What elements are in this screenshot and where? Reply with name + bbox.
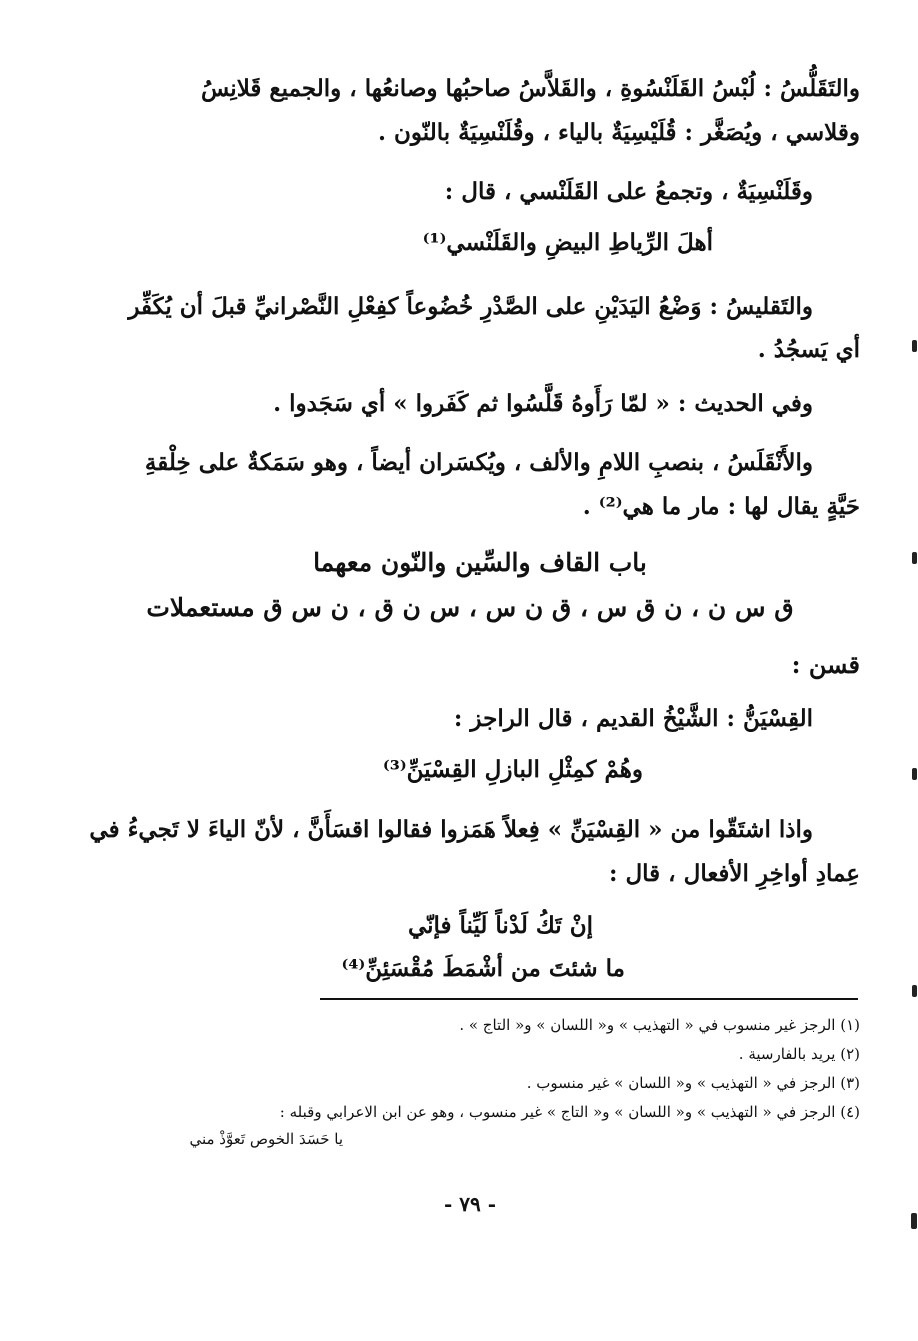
footnote: (٣) الرجز في « التهذيب » و« اللسان » غير منسوب . bbox=[526, 1074, 860, 1092]
scan-mark bbox=[912, 340, 917, 352]
scan-mark bbox=[912, 552, 917, 564]
root-heading: قسن : bbox=[791, 650, 860, 679]
verse-line: ما شئتَ من أشْمَطَ مُقْسَئِنِّ⁽⁴⁾ bbox=[341, 955, 625, 982]
paragraph-line: والأَنْقَلَسُ ، بنصبِ اللامِ والألف ، ويُكسَران أيضاً ، وهو سَمَكةٌ على خِلْقةِ bbox=[144, 449, 813, 476]
paragraph-line: حَيَّةٍ يقال لها : مار ما هي⁽²⁾ . bbox=[582, 493, 860, 520]
scan-mark bbox=[911, 1213, 917, 1229]
scan-mark bbox=[912, 768, 917, 780]
chapter-title: باب القاف والسِّين والنّون معهما bbox=[313, 548, 647, 577]
footnote: (٢) يريد بالفارسية . bbox=[738, 1045, 860, 1063]
verse-line: إنْ تَكُ لَدْناً لَيِّناً فإنّي bbox=[407, 912, 593, 939]
paragraph-line: أي يَسجُدُ . bbox=[757, 336, 860, 363]
footnote-divider bbox=[320, 998, 858, 1000]
page-number: - ٧٩ - bbox=[443, 1192, 496, 1216]
footnote: (٤) الرجز في « التهذيب » و« اللسان » و« التاج » غير منسوب ، وهو عن ابن الاعرابي وقبله : bbox=[279, 1103, 860, 1121]
paragraph-line: وقَلَنْسِيَةٌ ، وتجمعُ على القَلَنْسي ، قال : bbox=[444, 178, 813, 205]
paragraph-line: عِمادِ أواخِرِ الأفعال ، قال : bbox=[608, 860, 860, 887]
chapter-subtitle: ق س ن ، ن ق س ، ق ن س ، س ن ق ، ن س ق مستعملات bbox=[146, 593, 794, 622]
verse-line: أهلَ الرِّياطِ البيضِ والقَلَنْسي⁽¹⁾ bbox=[422, 229, 713, 256]
scan-mark bbox=[912, 985, 917, 997]
paragraph-line: وفي الحديث : « لمّا رَأَوهُ قَلَّسُوا ثم كَفَروا » أي سَجَدوا . bbox=[273, 390, 813, 417]
footnote-verse: يا حَسَدَ الخوص تَعوَّذْ مني bbox=[189, 1130, 343, 1148]
paragraph-line: والتَقَلُّسُ : لُبْسُ القَلَنْسُوةِ ، والقَلاَّسُ صاحبُها وصانعُها ، والجميع قَلانِسُ bbox=[200, 75, 860, 102]
verse-line: وهُمْ كمِثْلِ البازلِ القِسْيَنِّ⁽³⁾ bbox=[382, 756, 643, 783]
paragraph-line: القِسْيَنُّ : الشَّيْخُ القديم ، قال الراجز : bbox=[453, 705, 813, 732]
footnote: (١) الرجز غير منسوب في « التهذيب » و« اللسان » و« التاج » . bbox=[459, 1016, 860, 1034]
paragraph-line: وقلاسي ، ويُصَغَّر : قُلَيْسِيَةٌ بالياء ، وقُلَنْسِيَةٌ بالنّون . bbox=[377, 119, 860, 146]
paragraph-line: والتَقليسُ : وَضْعُ اليَدَيْنِ على الصَّدْرِ خُضُوعاً كفِعْلِ النَّصْرانيِّ قبلَ أن يُكَفِّر bbox=[128, 293, 813, 320]
paragraph-line: واذا اشتَقّوا من « القِسْيَنِّ » فِعلاً هَمَزوا فقالوا اقسَأَنَّ ، لأنّ الياءَ لا تَجيءُ في bbox=[89, 816, 813, 843]
